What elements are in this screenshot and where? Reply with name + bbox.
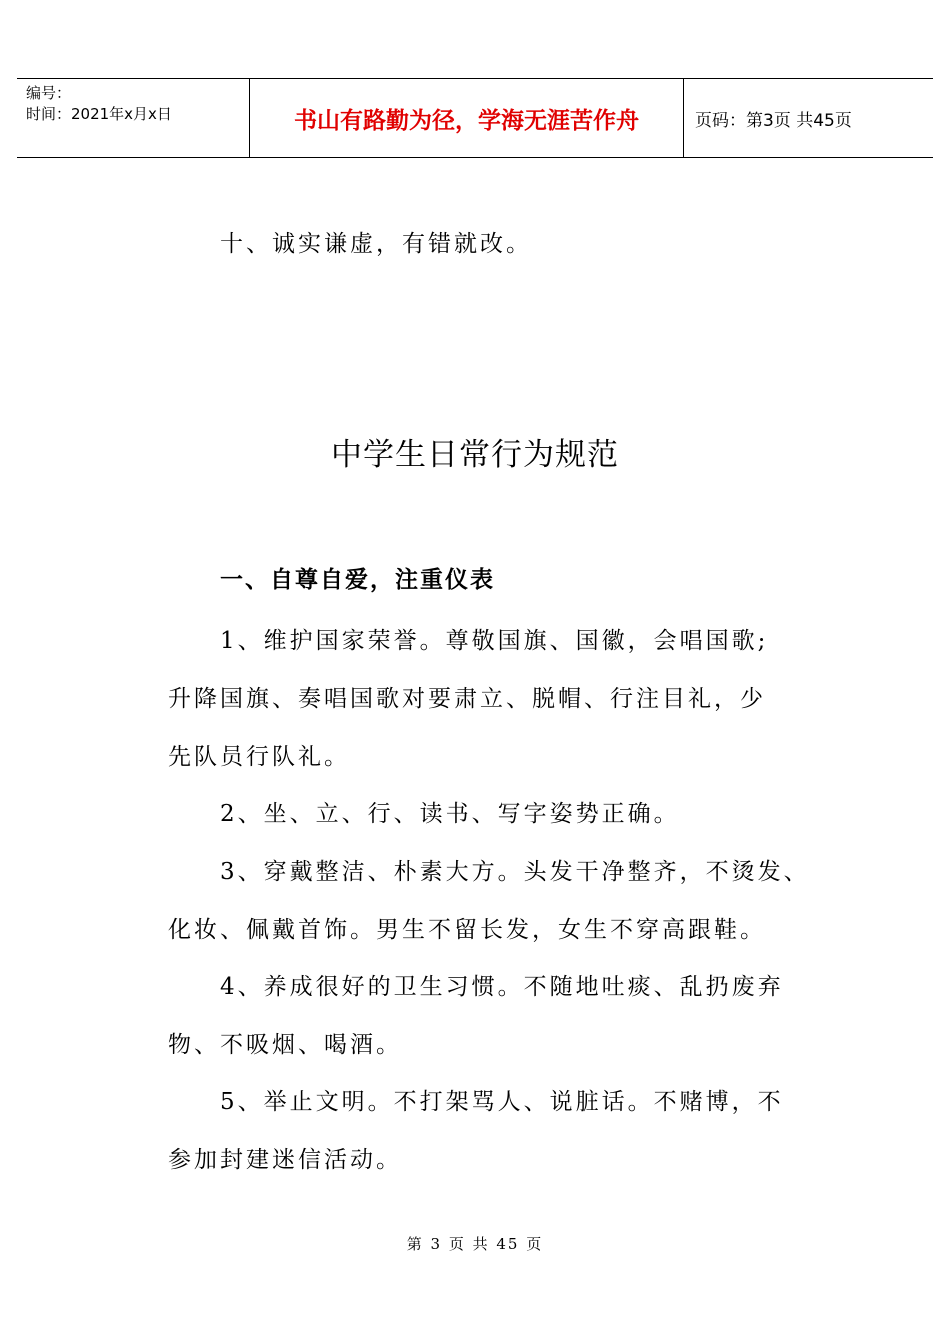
section-heading: 一、自尊自爱，注重仪表 xyxy=(220,567,495,593)
page-footer: 第 3 页 共 45 页 xyxy=(406,1235,544,1253)
body-line: 化妆、佩戴首饰。男生不留长发，女生不穿高跟鞋。 xyxy=(168,917,766,943)
page-header xyxy=(17,78,933,158)
body-line: 3、穿戴整洁、朴素大方。头发干净整齐，不烫发、 xyxy=(220,859,810,885)
body-line: 参加封建迷信活动。 xyxy=(168,1147,402,1173)
body-line: 4、养成很好的卫生习惯。不随地吐痰、乱扔废弃 xyxy=(220,974,784,1000)
body-line: 2、坐、立、行、读书、写字姿势正确。 xyxy=(220,801,680,827)
body-line: 物、不吸烟、喝酒。 xyxy=(168,1032,402,1058)
item-ten: 十、诚实谦虚，有错就改。 xyxy=(220,231,532,257)
header-page-info: 页码：第3页 共45页 xyxy=(695,110,852,131)
header-meta xyxy=(17,79,250,157)
header-motto: 书山有路勤为径，学海无涯苦作舟 xyxy=(250,79,684,157)
body-line: 1、维护国家荣誉。尊敬国旗、国徽，会唱国歌; xyxy=(220,628,769,654)
body-line: 升降国旗、奏唱国歌对要肃立、脱帽、行注目礼，少 xyxy=(168,686,766,712)
document-title: 中学生日常行为规范 xyxy=(331,437,619,473)
serial-label: 编号： xyxy=(26,84,72,102)
body-line: 先队员行队礼。 xyxy=(168,744,350,770)
body-line: 5、举止文明。不打架骂人、说脏话。不赌博，不 xyxy=(220,1089,784,1115)
date-label: 时间：2021年x月x日 xyxy=(26,105,172,123)
